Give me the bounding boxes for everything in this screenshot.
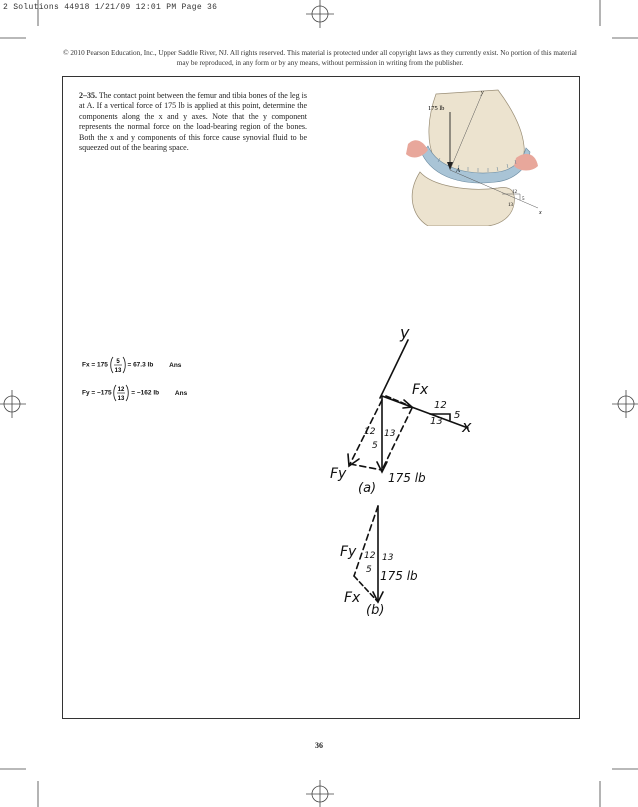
hand-a-13: 13	[384, 429, 396, 439]
hand-force-b: 175 lb	[380, 569, 418, 583]
point-label: A	[456, 167, 460, 174]
fy-lhs: Fy = −175	[82, 389, 112, 397]
x-axis-label: x	[539, 210, 542, 216]
page-number: 36	[315, 741, 323, 750]
femur-bone	[429, 90, 524, 175]
hand-a-5: 5	[372, 441, 378, 451]
hand-slope-13: 13	[430, 416, 443, 427]
hand-fx-a: Fx	[412, 382, 429, 398]
hand-label-b: (b)	[366, 603, 385, 618]
hand-y: y	[400, 323, 410, 342]
slope-12: 12	[512, 190, 517, 195]
problem-text: The contact point between the femur and tibia bones of the leg is at A. If a vertical force of 175 lb is applied at this point, determine the components along the x and y axes. Note that the y component represents the normal force on the load-bearing region of the bones. Both the x and y components of this force cause synovial fluid to be squeezed out of the bearing space.	[79, 91, 307, 153]
hand-fy-b: Fy	[340, 544, 357, 560]
fx-den: 13	[114, 368, 121, 374]
hand-b-12: 12	[364, 551, 376, 561]
problem-statement	[79, 91, 307, 153]
hand-x: x	[462, 417, 472, 436]
fy-num: 12	[118, 387, 125, 393]
handwritten-sketch	[320, 318, 520, 618]
solution-fx	[82, 356, 181, 374]
hand-slope-5: 5	[454, 410, 461, 421]
hand-b-5: 5	[366, 565, 372, 575]
fx-num: 5	[115, 359, 120, 365]
fy-fraction	[113, 384, 129, 402]
y-axis-label: y	[481, 90, 484, 96]
hand-a-12: 12	[364, 427, 376, 437]
fy-den: 13	[118, 396, 125, 402]
hand-fx-b: Fx	[344, 590, 361, 606]
hand-b-13: 13	[382, 553, 394, 563]
knee-joint-figure	[398, 86, 558, 226]
problem-number: 2–35.	[79, 91, 97, 100]
fy-rhs: = −162 lb	[131, 389, 160, 397]
fx-fraction	[110, 356, 126, 374]
hand-fy-a: Fy	[330, 466, 347, 482]
fx-lhs: Fx = 175	[82, 361, 108, 369]
hand-slope-12: 12	[434, 400, 447, 411]
slope-5: 5	[522, 197, 525, 202]
hand-label-a: (a)	[358, 481, 377, 496]
fx-ans: Ans	[169, 361, 182, 369]
print-slug: 2 Solutions 44918 1/21/09 12:01 PM Page 36	[3, 3, 218, 12]
slope-13: 13	[508, 203, 513, 208]
sketch-y-axis	[380, 340, 408, 398]
fy-ans: Ans	[174, 389, 188, 397]
hand-force-a: 175 lb	[388, 471, 426, 485]
force-label: 175 lb	[428, 105, 445, 112]
solution-fy	[82, 384, 187, 402]
fx-rhs: = 67.3 lb	[127, 361, 154, 369]
copyright-notice: © 2010 Pearson Education, Inc., Upper Saddle River, NJ. All rights reserved. This material is protected under all copyright laws as they currently exist. No portion of this material may be reproduced, in any form or by any means, without permission in writing from the publisher.	[63, 49, 577, 67]
